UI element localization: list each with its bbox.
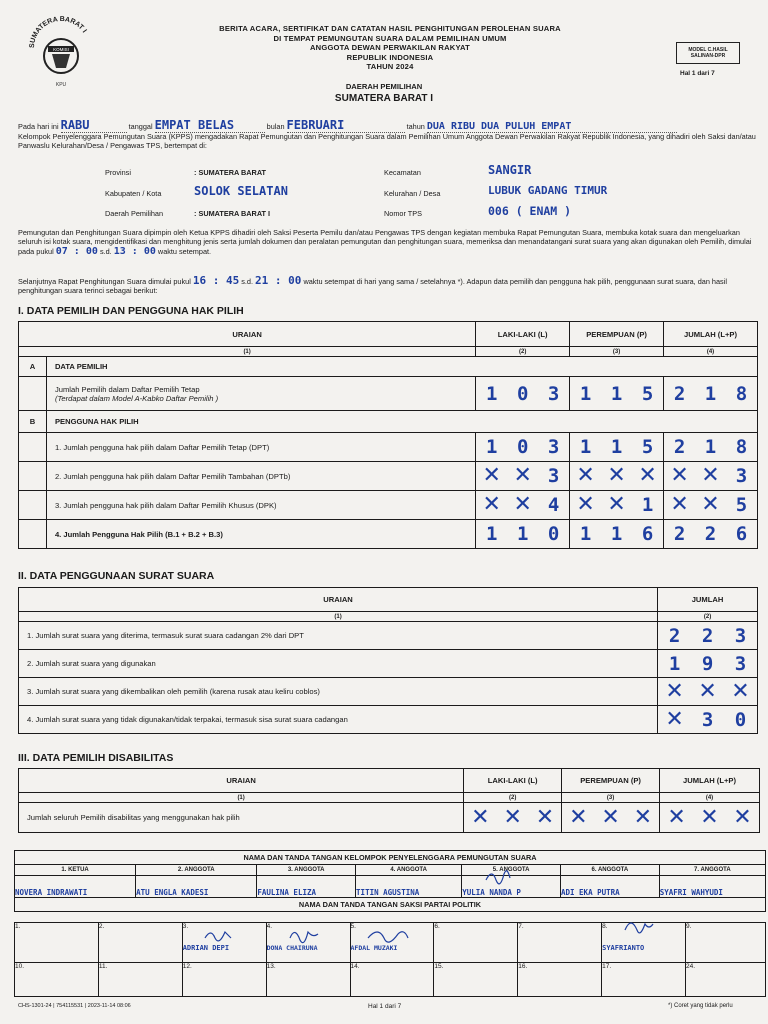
- row-label-b3: 3. Jumlah pengguna hak pilih dalam Daftar Pemilih Khusus (DPK): [46, 491, 475, 520]
- counting-paragraph: Selanjutnya Rapat Penghitungan Suara dimulai pukul 16 : 45 s.d. 21 : 00 waktu setempat di hari yang sama / setelahnya *). Adapun data pemilih dan pengguna hak pilih, penggunaan surat suara, dan hasil penghitungan suara terinci sebagai berikut:: [18, 274, 727, 296]
- row-label-b1: 1. Jumlah pengguna hak pilih dalam Daftar Pemilih Tetap (DPT): [46, 433, 475, 462]
- tps-label: Nomor TPS: [384, 209, 422, 218]
- kelurahan-label: Kelurahan / Desa: [384, 189, 441, 198]
- table-row: 4. Jumlah Pengguna Hak Pilih (B.1 + B.2 + B.3) 1 1 0 1 1 6 2 2 6: [19, 520, 758, 549]
- intro-paragraph: Kelompok Penyelenggara Pemungutan Suara (KPPS) mengadakan Rapat Pemungutan dan Penghitungan Suara dalam Pemilihan Umum Anggota Dewan Perwakilan Rakyat Republik Indonesia, yang dihadiri oleh Saksi dan/atau Panwaslu Kelurahan/Desa / Pengawas TPS, bertempat di:: [18, 132, 756, 151]
- section-1-table: URAIAN LAKI-LAKI (L) PEREMPUAN (P) JUMLAH (L+P) (1) (2) (3) (4) A DATA PEMILIH Jumlah Pemilih dalam Daftar Pemilih Tetap (Terdapat dalam Model A-Kabko Daftar Pemilih ) 1 0 3 1 1 5 2 1 8 B PENGGUNA HAK PILIH 1. Jumlah pengguna hak pilih dalam Daftar Pemilih Tetap (DPT) 1 0 3 1 1 5 2 1 8 2. Jumlah pengguna hak pilih dalam Daftar Pemilih Tambahan (DPTb) ✕ ✕ 3 ✕ ✕ ✕ ✕ ✕ 3 3. Jumlah pengguna hak pilih dalam Daftar Pemilih Khusus (DPK) ✕ ✕ 4 ✕ ✕ 1 ✕ ✕ 5 4. Jumlah Pengguna Hak Pilih (B.1 + B.2 + B.3) 1 1 0 1 1 6 2 2 6: [18, 321, 758, 549]
- logo-acronym: KPU: [55, 82, 67, 88]
- table-row: 2. Jumlah surat suara yang digunakan 1 9 3: [19, 650, 758, 678]
- col-jumlah: JUMLAH: [658, 588, 758, 612]
- region-name: SUMATERA BARAT I: [334, 93, 434, 104]
- saksi-name: DONA CHAIRUNA: [266, 944, 318, 952]
- section-3-table: URAIAN LAKI-LAKI (L) PEREMPUAN (P) JUMLAH (L+P) (1) (2) (3) (4) Jumlah seluruh Pemilih disabilitas yang menggunakan hak pilih ✕ ✕ ✕ ✕ ✕ ✕ ✕ ✕ ✕: [18, 768, 760, 833]
- document-header: [150, 24, 630, 72]
- row-label-b4: 4. Jumlah Pengguna Hak Pilih (B.1 + B.2 + B.3): [46, 520, 475, 549]
- saksi-table: 1. 2. 3. ADRIAN DEPI 4. DONA CHAIRUNA 5. AFDAL MUZAKI 6. 7. 8. SYAFRIANTO 9. 10. 11. 12. 13. 14. 15. 16. 17. 24.: [14, 922, 766, 997]
- date-line: Pada hari ini RABU tanggal EMPAT BELAS bulan FEBRUARI tahun DUA RIBU DUA PULUH EMPAT: [18, 118, 677, 133]
- kpps-name: NOVERA INDRAWATI: [15, 876, 136, 898]
- kpps-name: ADI EKA PUTRA: [560, 876, 659, 898]
- page-number-top: Hal 1 dari 7: [680, 70, 715, 77]
- kpps-name: SYAFRI WAHYUDI: [659, 876, 765, 898]
- footer-code: CHS-1301-24 | 754115531 | 2023-11-14 08:06: [18, 1003, 131, 1009]
- col-uraian: URAIAN: [19, 322, 476, 347]
- footer-note: *) Coret yang tidak perlu: [668, 1003, 733, 1009]
- kecamatan-label: Kecamatan: [384, 168, 421, 177]
- model-label: MODEL C.HASIL SALINAN-DPR: [676, 42, 740, 64]
- section-b-title: PENGGUNA HAK PILIH: [46, 411, 757, 433]
- section-1-title: I. DATA PEMILIH DAN PENGGUNA HAK PILIH: [18, 305, 244, 317]
- row-label-disabilitas: Jumlah seluruh Pemilih disabilitas yang menggunakan hak pilih: [19, 803, 464, 833]
- saksi-title: NAMA DAN TANDA TANGAN SAKSI PARTAI POLITIK: [15, 898, 766, 912]
- logo-ribbon: KOMISI: [53, 47, 69, 52]
- table-row: 1. Jumlah pengguna hak pilih dalam Daftar Pemilih Tetap (DPT) 1 0 3 1 1 5 2 1 8: [19, 433, 758, 462]
- header-line: BERITA ACARA, SERTIFIKAT DAN CATATAN HASIL PENGHITUNGAN PEROLEHAN SUARA: [219, 24, 561, 33]
- col-l: LAKI-LAKI (L): [476, 322, 570, 347]
- saksi-name: ADRIAN DEPI: [182, 944, 230, 952]
- provinsi-value: : SUMATERA BARAT: [194, 168, 267, 177]
- section-3-title: III. DATA PEMILIH DISABILITAS: [18, 752, 174, 764]
- year-value: DUA RIBU DUA PULUH EMPAT: [427, 121, 677, 133]
- col-p: PEREMPUAN (P): [570, 322, 664, 347]
- procedure-paragraph: Pemungutan dan Penghitungan Suara dipimpin oleh Ketua KPPS dihadiri oleh Saksi Peserta Pemilu dan/atau Pengawas TPS dengan kegiatan membuka Rapat Pemungutan Suara, membuka kotak suara dan mengeluarkan seluruh isi kotak suara, mengidentifikasi dan menghitung jenis serta jumlah dokumen dan peralatan pemungutan dan penghitungan suara, memeriksa dan menandatangani surat suara yang akan digunakan oleh Pemilih, dimulai pada pukul 07 : 00 s.d. 13 : 00 waktu setempat.: [18, 228, 752, 257]
- col-uraian: URAIAN: [19, 769, 464, 793]
- provinsi-label: Provinsi: [105, 168, 131, 177]
- row-label-ss2: 2. Jumlah surat suara yang digunakan: [19, 650, 658, 678]
- col-uraian: URAIAN: [19, 588, 658, 612]
- header-line: ANGGOTA DEWAN PERWAKILAN RAKYAT: [309, 43, 471, 53]
- saksi-name: SYAFRIANTO: [602, 944, 645, 952]
- date-value: EMPAT BELAS: [155, 118, 265, 133]
- end-time: 13 : 00: [113, 245, 156, 257]
- count-start-time: 16 : 45: [192, 274, 240, 287]
- kpps-name: YULIA NANDA P: [462, 876, 561, 898]
- kpps-name: FAULINA ELIZA: [257, 876, 356, 898]
- region-label: DAERAH PEMILIHAN: [345, 82, 423, 91]
- section-2-table: URAIAN JUMLAH (1) (2) 1. Jumlah surat suara yang diterima, termasuk surat suara cadangan 2% dari DPT 2 2 3 2. Jumlah surat suara yang digunakan 1 9 3 3. Jumlah surat suara yang dikembalikan oleh pemilih (karena rusak atau keliru coblos) ✕ ✕ ✕ 4. Jumlah surat suara yang tidak digunakan/tidak terpakai, termasuk sisa surat suara cadangan ✕ 3 0: [18, 587, 758, 734]
- table-row: Jumlah seluruh Pemilih disabilitas yang menggunakan hak pilih ✕ ✕ ✕ ✕ ✕ ✕ ✕ ✕ ✕: [19, 803, 760, 833]
- kpu-logo: [26, 14, 96, 90]
- header-line: REPUBLIK INDONESIA: [346, 52, 434, 62]
- header-line: TAHUN 2024: [366, 62, 414, 72]
- kabupaten-value: SOLOK SELATAN: [194, 184, 288, 198]
- saksi-name: AFDAL MUZAKI: [350, 944, 398, 952]
- kabupaten-label: Kabupaten / Kota: [105, 189, 162, 198]
- col-lp: JUMLAH (L+P): [660, 769, 760, 793]
- kpps-name: ATU ENGLA KADESI: [136, 876, 257, 898]
- row-label-ss3: 3. Jumlah surat suara yang dikembalikan oleh pemilih (karena rusak atau keliru coblos): [19, 678, 658, 706]
- logo-arc-text: SUMATERA BARAT I: [28, 15, 88, 49]
- table-row: Jumlah Pemilih dalam Daftar Pemilih Tetap (Terdapat dalam Model A-Kabko Daftar Pemilih ) 1 0 3 1 1 5 2 1 8: [19, 377, 758, 411]
- daerah-value: : SUMATERA BARAT I: [194, 209, 271, 218]
- col-p: PEREMPUAN (P): [562, 769, 660, 793]
- month-value: FEBRUARI: [287, 118, 405, 133]
- row-label-ss1: 1. Jumlah surat suara yang diterima, termasuk surat suara cadangan 2% dari DPT: [19, 622, 658, 650]
- tps-value: 006 ( ENAM ): [488, 204, 572, 218]
- start-time: 07 : 00: [55, 245, 98, 257]
- day-value: RABU: [61, 118, 127, 133]
- kelurahan-value: LUBUK GADANG TIMUR: [488, 184, 608, 197]
- kpps-name: TITIN AGUSTINA: [356, 876, 462, 898]
- col-l: LAKI-LAKI (L): [464, 769, 562, 793]
- table-row: 1. Jumlah surat suara yang diterima, termasuk surat suara cadangan 2% dari DPT 2 2 3: [19, 622, 758, 650]
- count-end-time: 21 : 00: [255, 274, 302, 287]
- table-row: 3. Jumlah surat suara yang dikembalikan oleh pemilih (karena rusak atau keliru coblos) ✕ ✕ ✕: [19, 678, 758, 706]
- svg-text:SUMATERA BARAT I: [29, 16, 88, 48]
- section-2-title: II. DATA PENGGUNAAN SURAT SUARA: [18, 570, 215, 582]
- header-line: DI TEMPAT PEMUNGUTAN SUARA DALAM PEMILIHAN UMUM: [273, 33, 507, 43]
- row-label-ss4: 4. Jumlah surat suara yang tidak digunakan/tidak terpakai, termasuk sisa surat suara cadangan: [19, 706, 658, 734]
- row-label-a1: Jumlah Pemilih dalam Daftar Pemilih Tetap (Terdapat dalam Model A-Kabko Daftar Pemilih ): [46, 377, 475, 411]
- kpps-table: NAMA DAN TANDA TANGAN KELOMPOK PENYELENGGARA PEMUNGUTAN SUARA 1. KETUA 2. ANGGOTA 3. ANGGOTA 4. ANGGOTA 5. ANGGOTA 6. ANGGOTA 7. ANGGOTA NOVERA INDRAWATI ATU ENGLA KADESI FAULINA ELIZA TITIN AGUSTINA YULIA NANDA P ADI EKA PUTRA SYAFRI WAHYUDI NAMA DAN TANDA TANGAN SAKSI PARTAI POLITIK: [14, 850, 766, 912]
- row-label-b2: 2. Jumlah pengguna hak pilih dalam Daftar Pemilih Tambahan (DPTb): [46, 462, 475, 491]
- section-a-title: DATA PEMILIH: [46, 357, 757, 377]
- kpps-title: NAMA DAN TANDA TANGAN KELOMPOK PENYELENGGARA PEMUNGUTAN SUARA: [15, 851, 766, 865]
- col-lp: JUMLAH (L+P): [664, 322, 758, 347]
- table-row: 3. Jumlah pengguna hak pilih dalam Daftar Pemilih Khusus (DPK) ✕ ✕ 4 ✕ ✕ 1 ✕ ✕ 5: [19, 491, 758, 520]
- kecamatan-value: SANGIR: [488, 163, 532, 177]
- table-row: 4. Jumlah surat suara yang tidak digunakan/tidak terpakai, termasuk sisa surat suara cadangan ✕ 3 0: [19, 706, 758, 734]
- footer-page: Hal 1 dari 7: [368, 1003, 402, 1010]
- daerah-label: Daerah Pemilihan: [105, 209, 164, 218]
- table-row: 2. Jumlah pengguna hak pilih dalam Daftar Pemilih Tambahan (DPTb) ✕ ✕ 3 ✕ ✕ ✕ ✕ ✕ 3: [19, 462, 758, 491]
